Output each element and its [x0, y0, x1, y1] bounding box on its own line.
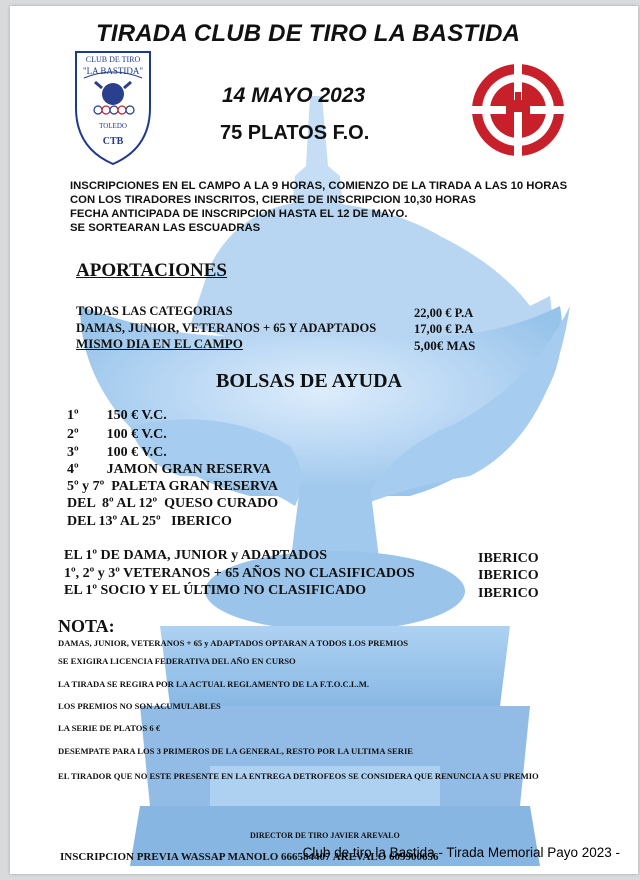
prize-row: 1º 150 € V.C. — [67, 408, 167, 423]
note-item: DESEMPATE PARA LOS 3 PRIMEROS DE LA GENERAL, RESTO POR LA ULTIMA SERIE — [58, 746, 414, 756]
logo-line3: TOLEDO — [99, 122, 127, 130]
target-emblem-logo — [470, 62, 566, 158]
note-item: LA TIRADA SE REGIRA POR LA ACTUAL REGLAMENTO DE LA F.T.O.C.L.M. — [58, 679, 370, 689]
prize-row: 5º y 7º PALETA GRAN RESERVA — [67, 479, 279, 494]
extra-prize-value: IBERICO — [478, 586, 539, 601]
note-item: SE EXIGIRA LICENCIA FEDERATIVA DEL AÑO EN CURSO — [58, 656, 296, 666]
nota-heading: NOTA: — [58, 616, 115, 636]
extra-prize-value: IBERICO — [478, 568, 539, 583]
extra-prize-label: 1º, 2º y 3º VETERANOS + 65 AÑOS NO CLASIFICADOS — [64, 566, 415, 581]
aportaciones-heading: APORTACIONES — [76, 260, 227, 281]
event-name: 75 PLATOS F.O. — [220, 122, 370, 144]
prize-row: 3º 100 € V.C. — [67, 445, 167, 460]
poster — [10, 6, 638, 874]
inscription-line: INSCRIPCIONES EN EL CAMPO A LA 9 HORAS, COMIENZO DE LA TIRADA A LAS 10 HORAS — [70, 180, 568, 192]
prize-row: 2º 100 € V.C. — [67, 427, 167, 442]
note-item: LA SERIE DE PLATOS 6 € — [58, 723, 161, 733]
fee-label: TODAS LAS CATEGORIAS — [76, 304, 233, 318]
logo-line1: CLUB DE TIRO — [85, 55, 141, 64]
fee-price: 5,00€ MAS — [414, 338, 476, 353]
bolsas-heading: BOLSAS DE AYUDA — [216, 370, 402, 392]
note-item: DAMAS, JUNIOR, VETERANOS + 65 y ADAPTADOS OPTARAN A TODOS LOS PREMIOS — [58, 638, 409, 648]
inscription-line: FECHA ANTICIPADA DE INSCRIPCION HASTA EL 12 DE MAYO. — [70, 208, 408, 220]
event-date: 14 MAYO 2023 — [222, 84, 366, 107]
fee-label: DAMAS, JUNIOR, VETERANOS + 65 Y ADAPTADOS — [76, 321, 377, 335]
footer-contact: INSCRIPCION PREVIA WASSAP MANOLO 666584407 AREVALO 609900656 — [60, 851, 439, 863]
club-shield-logo — [70, 48, 156, 168]
extra-prize-label: EL 1º SOCIO Y EL ÚLTIMO NO CLASIFICADO — [64, 583, 367, 598]
prize-row: DEL 8º AL 12º QUESO CURADO — [67, 496, 279, 511]
note-item: EL TIRADOR QUE NO ESTE PRESENTE EN LA ENTREGA DETROFEOS SE CONSIDERA QUE RENUNCIA A SU PREMIO — [58, 771, 539, 781]
director-line: DIRECTOR DE TIRO JAVIER AREVALO — [250, 831, 400, 840]
logo-line4: CTB — [102, 136, 124, 147]
note-item: LOS PREMIOS NO SON ACUMULABLES — [58, 701, 221, 711]
image-caption: Club de tiro la Bastida - Tirada Memorial Payo 2023 - — [302, 845, 620, 860]
logo-line2: "LA BASTIDA" — [82, 66, 144, 76]
extra-prize-value: IBERICO — [478, 551, 539, 566]
fee-label: MISMO DIA EN EL CAMPO — [76, 336, 243, 351]
inscription-line: CON LOS TIRADORES INSCRITOS, CIERRE DE INSCRIPCION 10,30 HORAS — [70, 194, 476, 206]
prize-row: DEL 13º AL 25º IBERICO — [67, 514, 232, 529]
inscription-line: SE SORTEARAN LAS ESCUADRAS — [70, 222, 261, 234]
fee-price: 17,00 € P.A — [414, 322, 474, 336]
poster-title: TIRADA CLUB DE TIRO LA BASTIDA — [96, 20, 521, 47]
extra-prize-label: EL 1º DE DAMA, JUNIOR y ADAPTADOS — [64, 548, 327, 563]
prize-row: 4º JAMON GRAN RESERVA — [67, 462, 271, 477]
fee-price: 22,00 € P.A — [414, 306, 474, 320]
